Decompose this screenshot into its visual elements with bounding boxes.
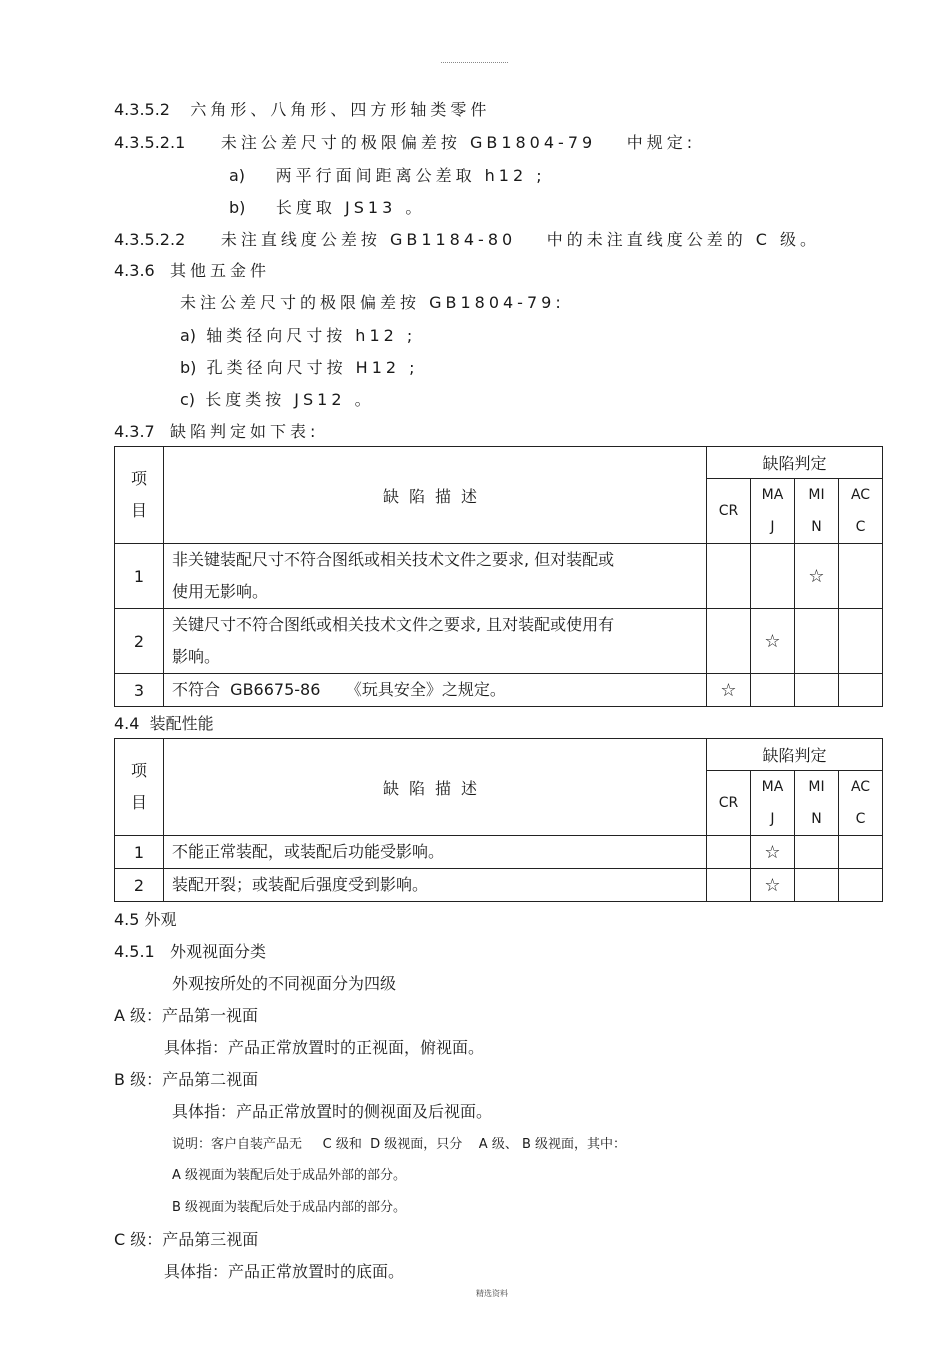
note-line-3: B 级视面为装配后处于成品内部的部分。 bbox=[172, 1200, 407, 1215]
row-acc-mark bbox=[839, 609, 883, 674]
header-maj: MA J bbox=[751, 771, 795, 836]
clause-4-3-6-a: a) 轴类径向尺寸按 h12 ; bbox=[180, 326, 417, 345]
heading-4-4: 4.4 装配性能 bbox=[114, 714, 214, 733]
row-number: 1 bbox=[115, 836, 164, 869]
table-row bbox=[115, 544, 883, 609]
row-description: 装配开裂；或装配后强度受到影响。 bbox=[164, 869, 707, 902]
header-dotted-rule bbox=[441, 62, 508, 63]
row-min-mark: ☆ bbox=[795, 544, 839, 609]
level-b-description: 具体指：产品正常放置时的侧视面及后视面。 bbox=[172, 1102, 493, 1121]
heading-4-3-6: 4.3.6 其他五金件 bbox=[114, 261, 270, 280]
row-cr-mark bbox=[707, 869, 751, 902]
heading-4-3-5-2: 4.3.5.2 六角形、八角形、四方形轴类零件 bbox=[114, 100, 491, 119]
clause-4-3-5-2-1-b: b) 长度取 JS13 。 bbox=[229, 198, 426, 217]
header-min: MI N bbox=[795, 479, 839, 544]
header-judgement: 缺陷判定 bbox=[707, 447, 883, 479]
row-min-mark bbox=[795, 674, 839, 707]
table-row bbox=[115, 869, 883, 902]
header-description: 缺陷描述 bbox=[164, 739, 707, 836]
clause-4-5-1-intro: 外观按所处的不同视面分为四级 bbox=[172, 974, 397, 993]
clause-4-3-5-2-2: 4.3.5.2.2 未注直线度公差按 GB1184-80 中的未注直线度公差的 C 级。 bbox=[114, 230, 821, 249]
row-cr-mark bbox=[707, 609, 751, 674]
row-maj-mark: ☆ bbox=[751, 869, 795, 902]
header-item: 项 目 bbox=[115, 447, 164, 544]
page-footer: 精选资料 bbox=[476, 1289, 508, 1298]
header-description: 缺陷描述 bbox=[164, 447, 707, 544]
row-description: 不符合 GB6675-86 《玩具安全》之规定。 bbox=[164, 674, 707, 707]
defect-table-assembly bbox=[114, 738, 883, 902]
row-cr-mark bbox=[707, 836, 751, 869]
level-a-title: A 级：产品第一视面 bbox=[114, 1006, 259, 1025]
table-row bbox=[115, 674, 883, 707]
header-cr: CR bbox=[707, 771, 751, 836]
table-row bbox=[115, 836, 883, 869]
level-c-title: C 级：产品第三视面 bbox=[114, 1230, 259, 1249]
row-cr-mark: ☆ bbox=[707, 674, 751, 707]
heading-4-3-7: 4.3.7 缺陷判定如下表: bbox=[114, 422, 320, 441]
row-description: 非关键装配尺寸不符合图纸或相关技术文件之要求, 但对装配或 使用无影响。 bbox=[164, 544, 707, 609]
level-c-description: 具体指：产品正常放置时的底面。 bbox=[164, 1262, 405, 1281]
row-number: 2 bbox=[115, 869, 164, 902]
row-min-mark bbox=[795, 869, 839, 902]
note-line-2: A 级视面为装配后处于成品外部的部分。 bbox=[172, 1168, 407, 1183]
row-acc-mark bbox=[839, 869, 883, 902]
header-min: MI N bbox=[795, 771, 839, 836]
row-description: 关键尺寸不符合图纸或相关技术文件之要求, 且对装配或使用有 影响。 bbox=[164, 609, 707, 674]
row-maj-mark bbox=[751, 674, 795, 707]
row-min-mark bbox=[795, 609, 839, 674]
note-line-1: 说明：客户自装产品无 C 级和 D 级视面，只分 A 级、 B 级视面，其中： bbox=[172, 1137, 627, 1152]
defect-table-dimensions bbox=[114, 446, 883, 707]
row-number: 1 bbox=[115, 544, 164, 609]
clause-4-3-6-intro: 未注公差尺寸的极限偏差按 GB1804-79: bbox=[180, 293, 565, 312]
row-maj-mark bbox=[751, 544, 795, 609]
row-maj-mark: ☆ bbox=[751, 836, 795, 869]
row-number: 3 bbox=[115, 674, 164, 707]
header-acc: AC C bbox=[839, 479, 883, 544]
header-item: 项 目 bbox=[115, 739, 164, 836]
clause-4-3-5-2-1-a: a) 两平行面间距离公差取 h12 ; bbox=[229, 166, 546, 185]
row-description: 不能正常装配，或装配后功能受影响。 bbox=[164, 836, 707, 869]
heading-4-5: 4.5 外观 bbox=[114, 910, 177, 929]
header-judgement: 缺陷判定 bbox=[707, 739, 883, 771]
header-cr: CR bbox=[707, 479, 751, 544]
row-maj-mark: ☆ bbox=[751, 609, 795, 674]
heading-4-5-1: 4.5.1 外观视面分类 bbox=[114, 942, 266, 961]
row-min-mark bbox=[795, 836, 839, 869]
row-acc-mark bbox=[839, 544, 883, 609]
row-acc-mark bbox=[839, 836, 883, 869]
clause-4-3-5-2-1: 4.3.5.2.1 未注公差尺寸的极限偏差按 GB1804-79 中规定: bbox=[114, 133, 697, 152]
level-b-title: B 级：产品第二视面 bbox=[114, 1070, 259, 1089]
row-acc-mark bbox=[839, 674, 883, 707]
clause-4-3-6-c: c) 长度类按 JS12 。 bbox=[180, 390, 375, 409]
clause-4-3-6-b: b) 孔类径向尺寸按 H12 ; bbox=[180, 358, 419, 377]
header-acc: AC C bbox=[839, 771, 883, 836]
header-maj: MA J bbox=[751, 479, 795, 544]
table-row bbox=[115, 609, 883, 674]
row-number: 2 bbox=[115, 609, 164, 674]
row-cr-mark bbox=[707, 544, 751, 609]
level-a-description: 具体指：产品正常放置时的正视面，俯视面。 bbox=[164, 1038, 485, 1057]
